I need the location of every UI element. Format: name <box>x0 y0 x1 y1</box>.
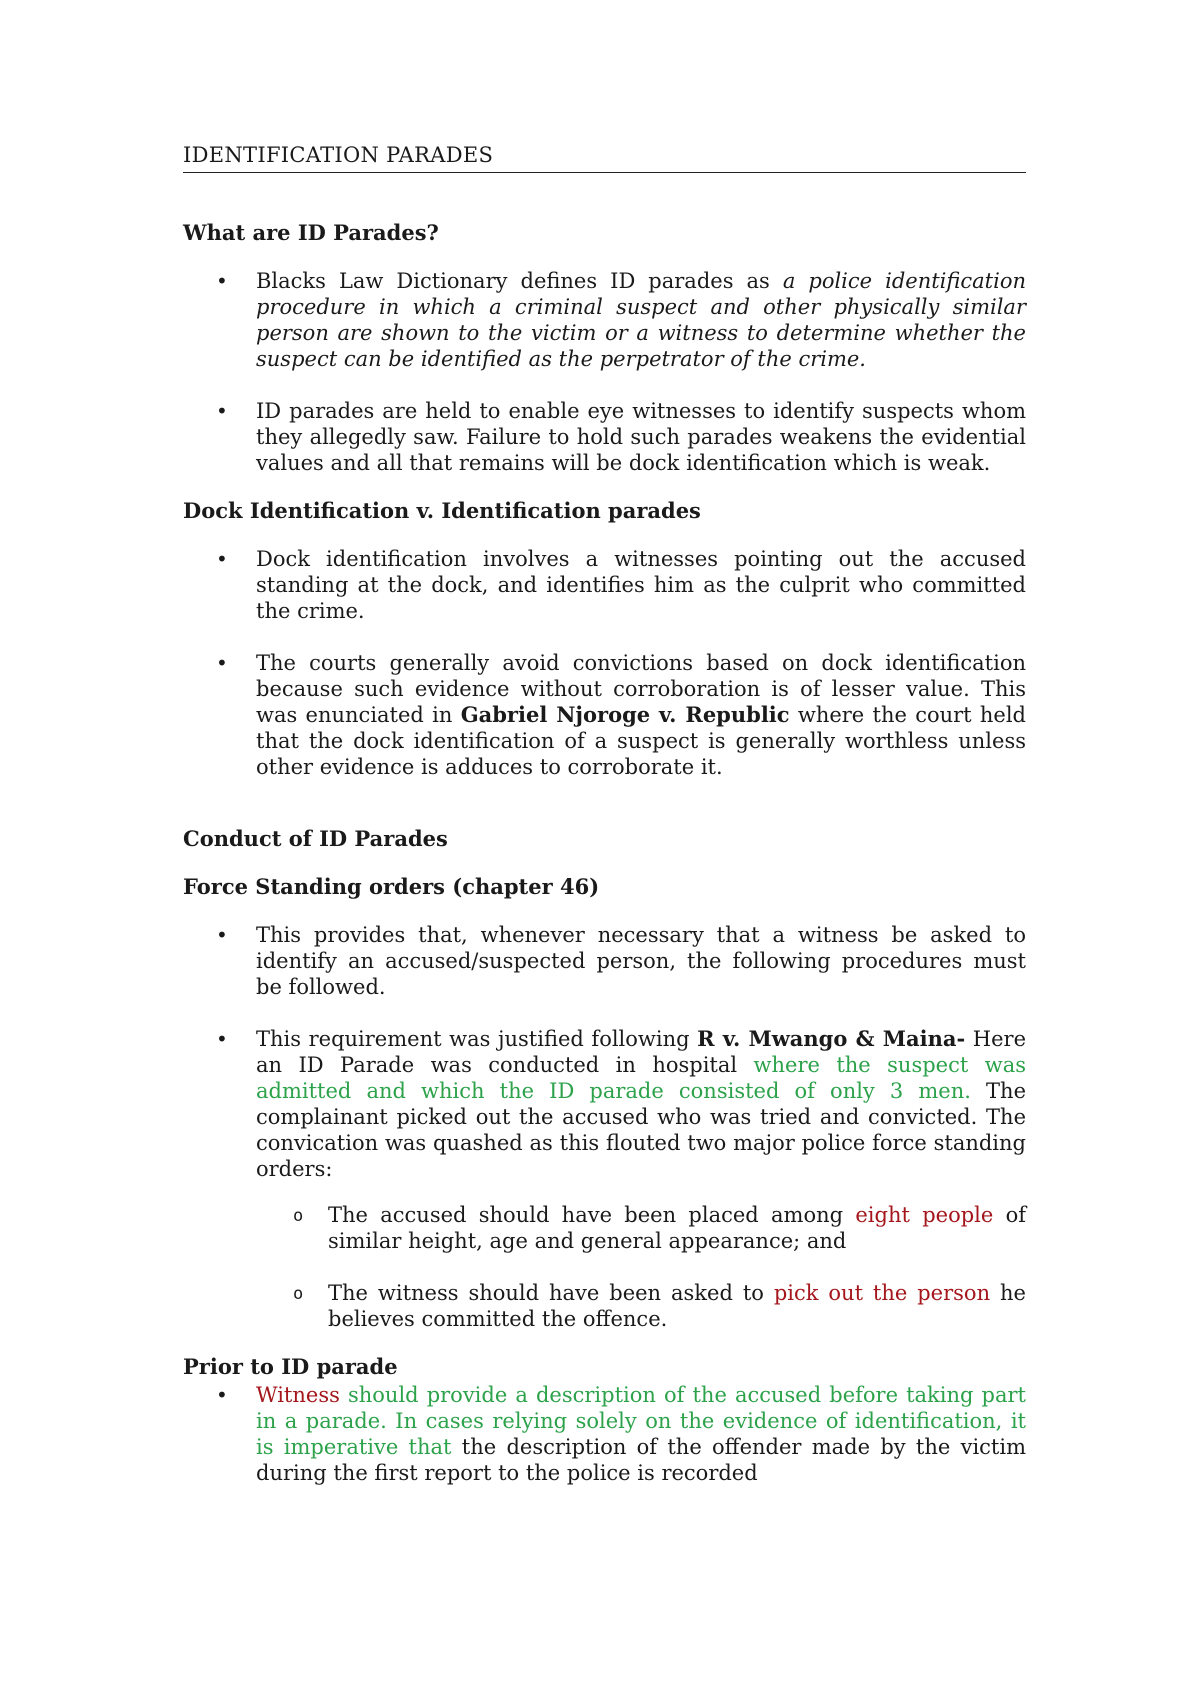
heading-what-are-id-parades: What are ID Parades? <box>183 220 439 245</box>
highlight-green: should provide a description of the accused before taking part in a parade. In cases relying solely on the evidence of identification, it is imperative that <box>256 1383 1026 1459</box>
case-name: R v. Mwango & Maina- <box>697 1026 966 1051</box>
highlight-red: pick out the person <box>773 1281 991 1305</box>
document-body <box>183 140 1026 1486</box>
list-item: • Blacks Law Dictionary defines ID parades as a police identification procedure in which a criminal suspect and other physically similar person are shown to the victim or a witness to determine whether the suspect can be identified as the perpetrator of the crime. <box>183 268 1026 372</box>
list-definitions <box>183 268 1026 476</box>
list-item: • The courts generally avoid convictions based on dock identification because such evidence without corroboration is of lesser value. This was enunciated in Gabriel Njoroge v. Republic where the court held that the dock identification of a suspect is generally worthless unless other evidence is adduces to corroborate it. <box>183 650 1026 780</box>
sublist-standing-orders <box>183 1202 1026 1332</box>
list-item: • This requirement was justified following R v. Mwango & Maina- Here an ID Parade was conducted in hospital where the suspect was admitted and which the ID parade consisted of only 3 men. The complainant picked out the accused who was tried and convicted. The convication was quashed as this flouted two major police force standing orders: <box>183 1026 1026 1182</box>
heading-force-standing-orders: Force Standing orders (chapter 46) <box>183 874 600 899</box>
list-force-orders <box>183 922 1026 1182</box>
heading-prior-to-id-parade: Prior to ID parade <box>183 1354 398 1379</box>
sublist-item: o The accused should have been placed among eight people of similar height, age and general appearance; and <box>183 1202 1026 1254</box>
heading-dock-identification: Dock Identification v. Identification parades <box>183 498 701 523</box>
highlight-red: eight people <box>855 1203 994 1227</box>
list-item: • Dock identification involves a witnesses pointing out the accused standing at the dock, and identifies him as the culprit who committed the crime. <box>183 546 1026 624</box>
sublist-item: o The witness should have been asked to pick out the person he believes committed the offence. <box>183 1280 1026 1332</box>
highlight-red: Witness <box>256 1383 340 1407</box>
list-item: • ID parades are held to enable eye witnesses to identify suspects whom they allegedly saw. Failure to hold such parades weakens the evidential values and all that remains will be dock identification which is weak. <box>183 398 1026 476</box>
list-dock <box>183 546 1026 780</box>
list-prior <box>183 1382 1026 1486</box>
document-title: IDENTIFICATION PARADES <box>183 140 1026 173</box>
list-item: • This provides that, whenever necessary that a witness be asked to identify an accused/suspected person, the following procedures must be followed. <box>183 922 1026 1000</box>
case-name: Gabriel Njoroge v. Republic <box>460 702 790 727</box>
definition-quote: a police identification procedure in which a criminal suspect and other physically similar person are shown to the victim or a witness to determine whether the suspect can be identified as the perpetrator of the crime. <box>256 269 1026 371</box>
highlight-green: where the suspect was admitted and which the ID parade consisted of only 3 men. <box>256 1053 1027 1103</box>
heading-conduct-of-id-parades: Conduct of ID Parades <box>183 826 448 851</box>
list-item: • Witness should provide a description of the accused before taking part in a parade. In cases relying solely on the evidence of identification, it is imperative that the description of the offender made by the victim during the first report to the police is recorded <box>183 1382 1026 1486</box>
